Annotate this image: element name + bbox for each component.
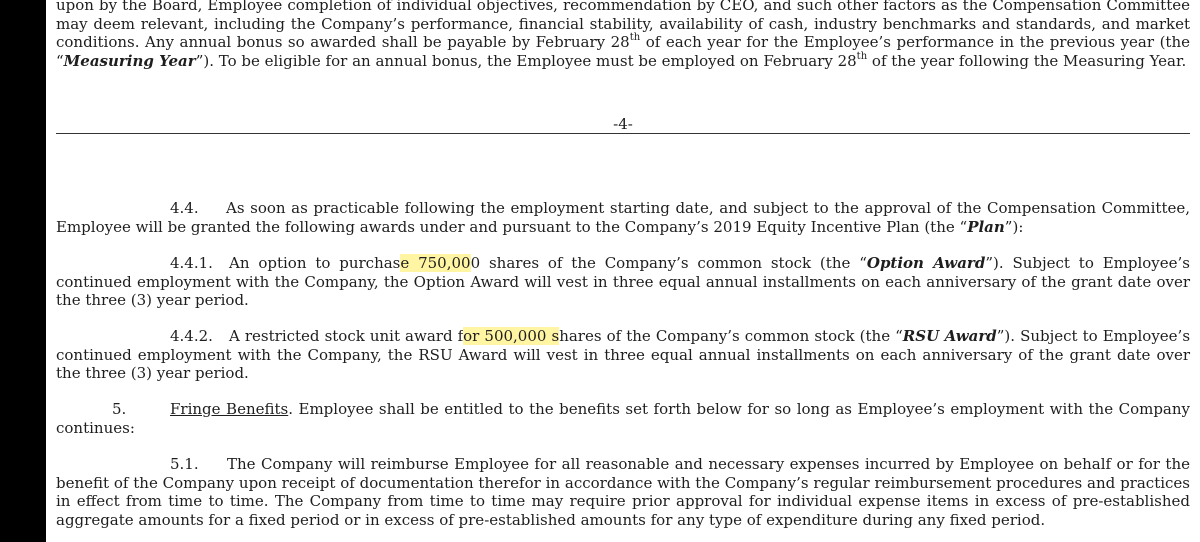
bonus-text-2: of each year for the Employee’s performance in the previous year (the “ [56, 33, 1190, 71]
section-heading-fringe-benefits: Fringe Benefits [170, 400, 289, 418]
bonus-paragraph-continued [56, 0, 1190, 71]
section-text-3: ”). Subject to Employee’s continued employment with the Company, the RSU Award will vest in three equal annual installments on each anniversary of the grant date over the three (3) year period. [56, 327, 1191, 383]
section-text-3: ”). Subject to Employee’s continued employment with the Company, the Option Award will vest in three equal annual installments on each anniversary of the grant date over the three (3) year period. [56, 254, 1191, 310]
section-number: 4.4. [170, 199, 199, 217]
bonus-text-4: of the year following the Measuring Year. [867, 52, 1187, 71]
section-text: . Employee shall be entitled to the benefits set forth below for so long as Employee’s employment with the Company continues: [56, 400, 1191, 437]
defined-term-measuring-year: Measuring Year [63, 52, 196, 71]
defined-term-option-award: Option Award [866, 254, 986, 272]
section-text-2: hares of the Company’s common stock (the “ [559, 327, 903, 345]
section-4-4 [56, 199, 1190, 236]
defined-term-rsu-award: RSU Award [902, 327, 997, 345]
section-text: The Company will reimburse Employee for all reasonable and necessary expenses incurred by Employee on behalf or for the benefit of the Company upon receipt of documentation therefor in accordance with the Company’s regular reimbursement procedures and practices in effect from time to time. The Company from time to time may require prior approval for individual expense items in excess of pre-established aggregate amounts for a fixed period or in excess of pre-established amounts for any type of expenditure during any fixed period. [56, 455, 1190, 530]
section-text: An option to purchas [229, 254, 401, 272]
section-5 [56, 400, 1190, 437]
section-4-4-1 [56, 254, 1190, 310]
superscript-th-1: th [629, 32, 641, 44]
section-text: As soon as practicable following the employment starting date, and subject to the approval of the Compensation Committee, Employee will be granted the following awards under and pursuant to the Company’s 2019 Equity Incentive Plan (the “ [56, 199, 1190, 236]
section-number: 4.4.2. [170, 327, 213, 345]
bonus-text-1: upon by the Board, Employee completion of individual objectives, recommendation by CEO, and such other factors as the Compensation Committee may deem relevant, including the Company’s performance, financial stability, availability of cash, industry benchmarks and standards, and market conditions. Any annual bonus so awarded shall be payable by February 28 [56, 0, 1190, 52]
highlighted-text: e 750,00 [400, 254, 471, 272]
superscript-th-2: th [856, 51, 868, 63]
document-page [46, 0, 1200, 542]
page-divider [56, 133, 1190, 134]
section-number: 4.4.1. [170, 254, 213, 272]
section-4-4-2 [56, 327, 1190, 383]
highlighted-text: or 500,000 s [463, 327, 560, 345]
bonus-text-3: ”). To be eligible for an annual bonus, the Employee must be employed on February 28 [195, 52, 857, 71]
section-number: 5.1. [170, 455, 199, 473]
section-text: A restricted stock unit award f [229, 327, 464, 345]
section-text-end: ”): [1004, 217, 1024, 236]
section-number: 5. [112, 400, 127, 418]
section-text-2: 0 shares of the Company’s common stock (the “ [470, 254, 867, 272]
page-number: -4- [613, 115, 633, 133]
defined-term-plan: Plan [967, 217, 1005, 236]
section-5-1 [56, 455, 1190, 530]
